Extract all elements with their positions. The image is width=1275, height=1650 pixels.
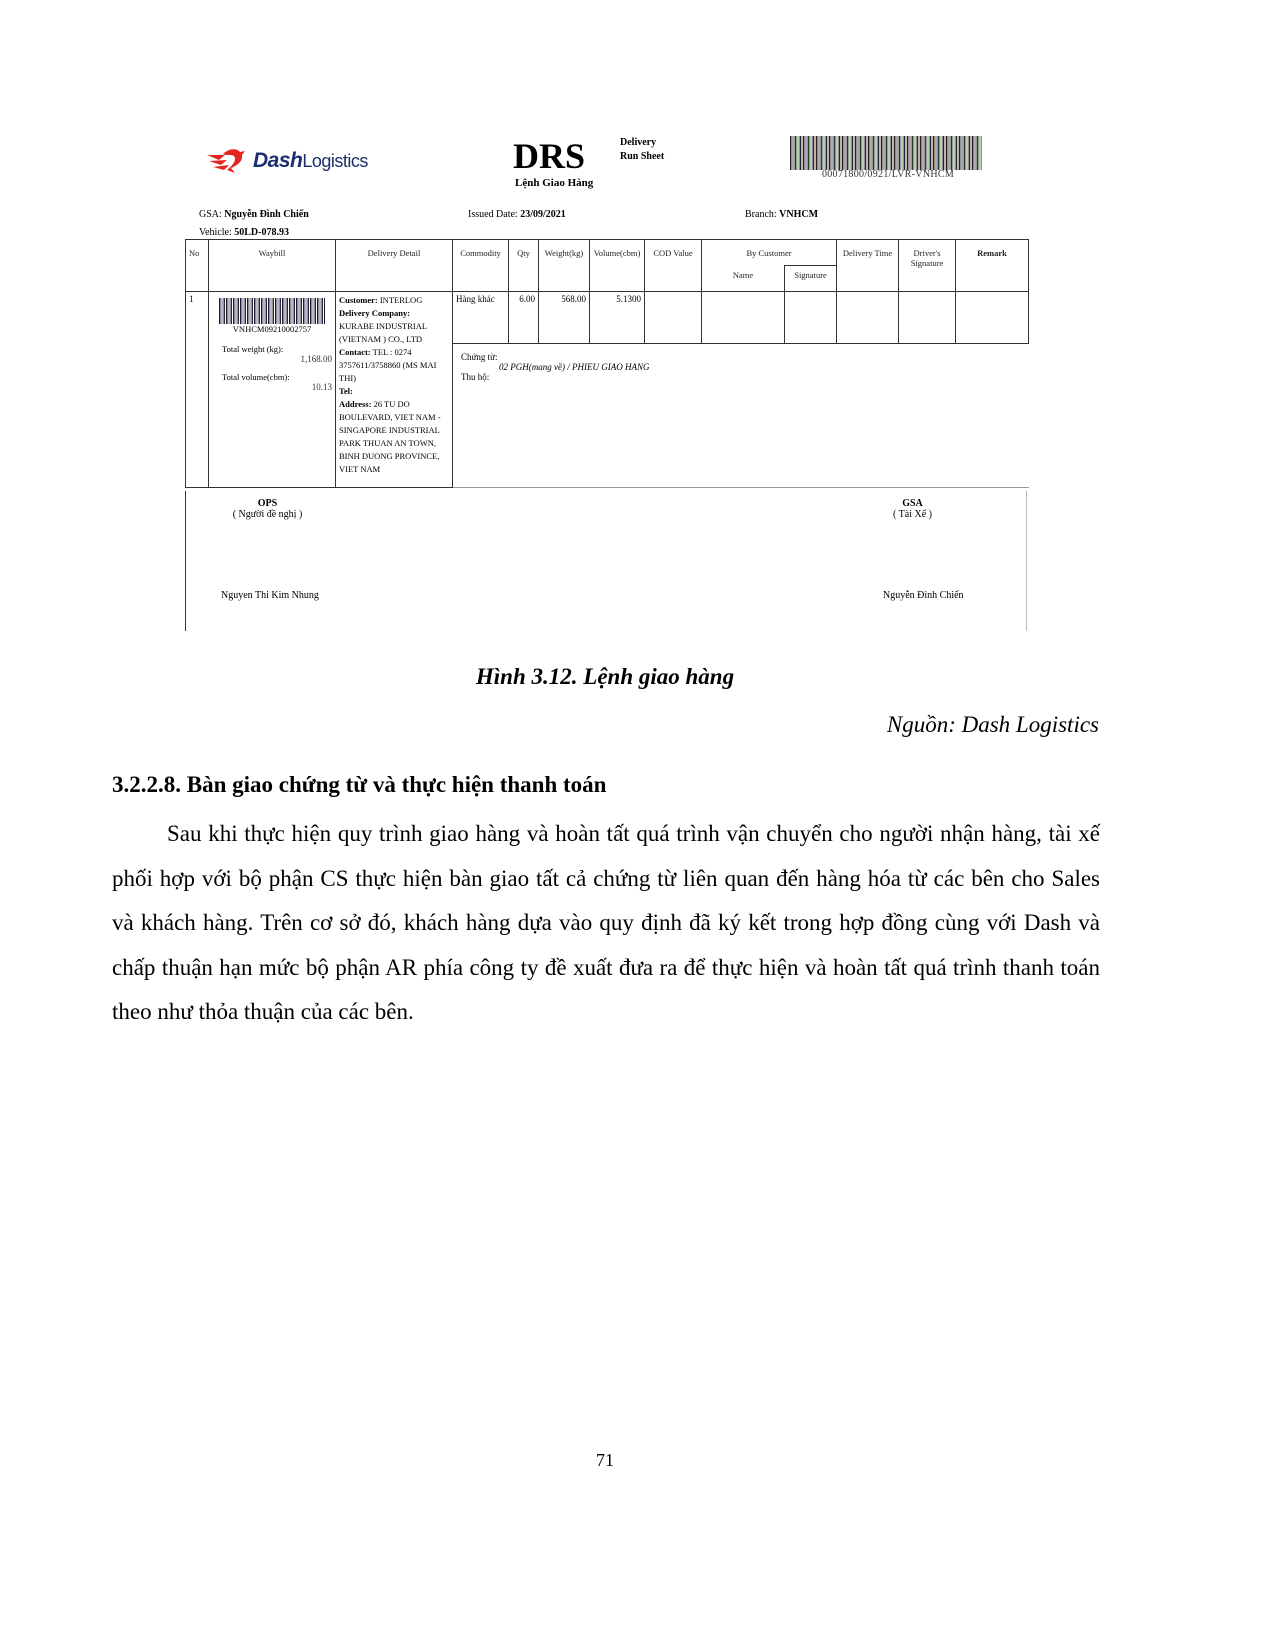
waybill-code: VNHCM09210002757: [232, 324, 312, 334]
ops-signature-block: OPS ( Người đề nghị ): [232, 498, 303, 520]
header-by-customer: By Customer: [702, 240, 837, 266]
total-volume-label: Total volume(cbm):: [222, 372, 290, 382]
frame-left-border: [185, 491, 186, 631]
ops-signer-name: Nguyen Thi Kim Nhung: [221, 590, 319, 601]
table-row: [186, 292, 1029, 344]
documents-label: Chứng từ:: [461, 352, 498, 362]
total-weight-value: 1,168.00: [300, 354, 332, 364]
gsa-signature-block: GSA ( Tài Xế ): [893, 498, 932, 520]
header-qty: Qty: [509, 240, 539, 292]
total-weight-label: Total weight (kg):: [222, 344, 284, 354]
drs-english-title: Delivery Run Sheet: [620, 137, 665, 162]
drs-subtitle: Lệnh Giao Hàng: [515, 177, 594, 189]
customer-signature-cell: [785, 292, 837, 344]
page-number: 71: [596, 1450, 614, 1470]
header-customer-name: Name: [702, 266, 785, 292]
header-volume: Volume(cbm): [590, 240, 645, 292]
dash-bird-logo-icon: [205, 146, 251, 176]
header-waybill: Waybill: [209, 240, 336, 292]
driver-signature-cell: [899, 292, 956, 344]
dash-logistics-logo: [205, 146, 368, 176]
gsa-meta: GSA: Nguyễn Đình Chiến: [199, 209, 309, 220]
logo-wordmark: DashLogistics: [253, 149, 368, 172]
weight-cell: 568.00: [539, 292, 590, 344]
section-heading: 3.2.2.8. Bàn giao chứng từ và thực hiện thanh toán: [112, 772, 607, 797]
delivery-detail-cell: Customer: INTERLOG Delivery Company: KURABE INDUSTRIAL (VIETNAM ) CO., LTD Contact: TEL : 0274 3757611/3758860 (MS MAI THI) Tel: Address: 26 TU DO BOULEVARD, VIET NAM - SINGAPORE INDUSTRIAL PARK THUAN AN TOWN, BINH DUONG PROVINCE, VIET NAM: [336, 292, 453, 488]
header-commodity: Commodity: [453, 240, 509, 292]
documents-value: 02 PGH(mang về) / PHIEU GIAO HANG: [499, 362, 650, 372]
sheet-barcode-code: 00071800/0921/LVR-VNHCM: [821, 169, 955, 180]
header-no: No: [186, 240, 209, 292]
delivery-run-sheet-figure: [185, 128, 1030, 633]
volume-cell: 5.1300: [590, 292, 645, 344]
header-remark: Remark: [956, 240, 1029, 292]
header-delivery-time: Delivery Time: [837, 240, 899, 292]
remark-cell: [956, 292, 1029, 344]
header-delivery-detail: Delivery Detail: [336, 240, 453, 292]
issued-date-meta: Issued Date: 23/09/2021: [468, 209, 566, 220]
commodity-cell: Hàng khác: [453, 292, 509, 344]
header-cod: COD Value: [645, 240, 702, 292]
qty-cell: 6.00: [509, 292, 539, 344]
header-drivers-signature: Driver's Signature: [899, 240, 956, 292]
vehicle-meta: Vehicle: 50LD-078.93: [199, 227, 289, 238]
drs-title: DRS: [513, 136, 586, 176]
header-customer-signature: Signature: [785, 266, 837, 292]
delivery-time-cell: [837, 292, 899, 344]
figure-source: Nguồn: Dash Logistics: [886, 712, 1099, 737]
total-volume-value: 10.13: [311, 382, 332, 392]
row-no: 1: [186, 292, 209, 488]
documents-cell: [453, 344, 1029, 488]
sheet-barcode-icon: [790, 136, 982, 170]
header-weight: Weight(kg): [539, 240, 590, 292]
drs-table: [185, 239, 1029, 488]
frame-right-border: [1026, 491, 1027, 631]
collect-label: Thu hộ:: [461, 372, 490, 382]
figure-caption: Hình 3.12. Lệnh giao hàng: [475, 664, 735, 689]
body-paragraph: Sau khi thực hiện quy trình giao hàng và hoàn tất quá trình vận chuyển cho người nhận hàng, tài xế phối hợp với bộ phận CS thực hiện bàn giao tất cả chứng từ liên quan đến hàng hóa từ các bên cho Sales và khách hàng. Trên cơ sở đó, khách hàng dựa vào quy định đã ký kết trong hợp đồng cùng với Dash và chấp thuận hạn mức bộ phận AR phía công ty đề xuất đưa ra để thực hiện và hoàn tất quá trình thanh toán theo như thỏa thuận của các bên.: [112, 821, 1100, 1024]
waybill-cell: [209, 292, 336, 488]
cod-cell: [645, 292, 702, 344]
customer-name-cell: [702, 292, 785, 344]
waybill-barcode-icon: [219, 298, 325, 324]
gsa-signer-name: Nguyễn Đình Chiến: [883, 590, 964, 601]
branch-meta: Branch: VNHCM: [745, 209, 819, 220]
